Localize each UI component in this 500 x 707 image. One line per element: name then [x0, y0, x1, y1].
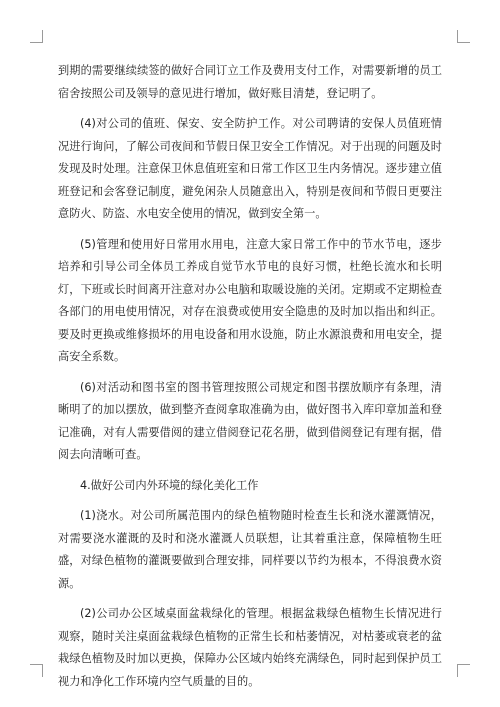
crop-mark-bottom-right [457, 664, 470, 677]
paragraph-continuation: 到期的需要继续续签的做好合同订立工作及费用支付工作，对需要新增的员工宿舍按照公司及领导的意见进行增加，做好账目清楚，登记明了。 [58, 64, 442, 100]
document-page [58, 60, 442, 701]
crop-mark-top-right [457, 30, 470, 43]
paragraph-library: (6)对活动和图书室的图书管理按照公司规定和图书摆放顺序有条理，清晰明了的加以摆放，做到整齐查阅拿取准确为由，做好图书入库印章加盖和登记准确，对有人需要借阅的建立借阅登记花名册，做到借阅登记有理有据，借阅去向清晰可查。 [58, 380, 442, 461]
crop-mark-bottom-left [30, 664, 43, 677]
section-heading-greening: 4.做好公司内外环境的绿化美化工作 [80, 478, 259, 492]
paragraph-security: (4)对公司的值班、保安、安全防护工作。对公司聘请的安保人员值班情况进行询问，了解公司夜间和节假日保卫安全工作情况。对于出现的问题及时发现及时处理。注意保卫休息值班室和日常工作区卫生内务情况。逐步建立值班登记和会客登记制度，避免闲杂人员随意出入，特别是夜间和节假日更要注意防火、防盗、水电安全使用的情况，做到安全第一。 [58, 117, 442, 220]
paragraph-potted-plants: (2)公司办公区域桌面盆栽绿化的管理。根据盆栽绿色植物生长情况进行观察，随时关注桌面盆栽绿色植物的正常生长和枯萎情况，对枯萎或衰老的盆栽绿色植物及时加以更换，保障办公区域内始终充满绿色，同时起到保护员工视力和净化工作环境内空气质量的目的。 [58, 607, 442, 688]
paragraph-watering: (1)浇水。对公司所属范围内的绿色植物随时检查生长和浇水灌溉情况，对需要浇水灌溉的及时和浇水灌溉人员联想，让其着重注意，保障植物生旺盛，对绿色植物的灌溉要做到合理安排，同样要以节约为根本，不得浪费水资源。 [58, 509, 442, 590]
crop-mark-top-left [30, 30, 43, 43]
paragraph-water-electricity: (5)管理和使用好日常用水用电，注意大家日常工作中的节水节电，逐步培养和引导公司全体员工养成自觉节水节电的良好习惯，杜绝长流水和长明灯，下班或长时间离开注意对办公电脑和取暖设施的关闭。定期或不定期检查各部门的用电使用情况，对存在浪费或使用安全隐患的及时加以指出和纠正。要及时更换或维修损坏的用电设备和用水设施，防止水源浪费和用电安全，提高安全系数。 [58, 237, 442, 363]
